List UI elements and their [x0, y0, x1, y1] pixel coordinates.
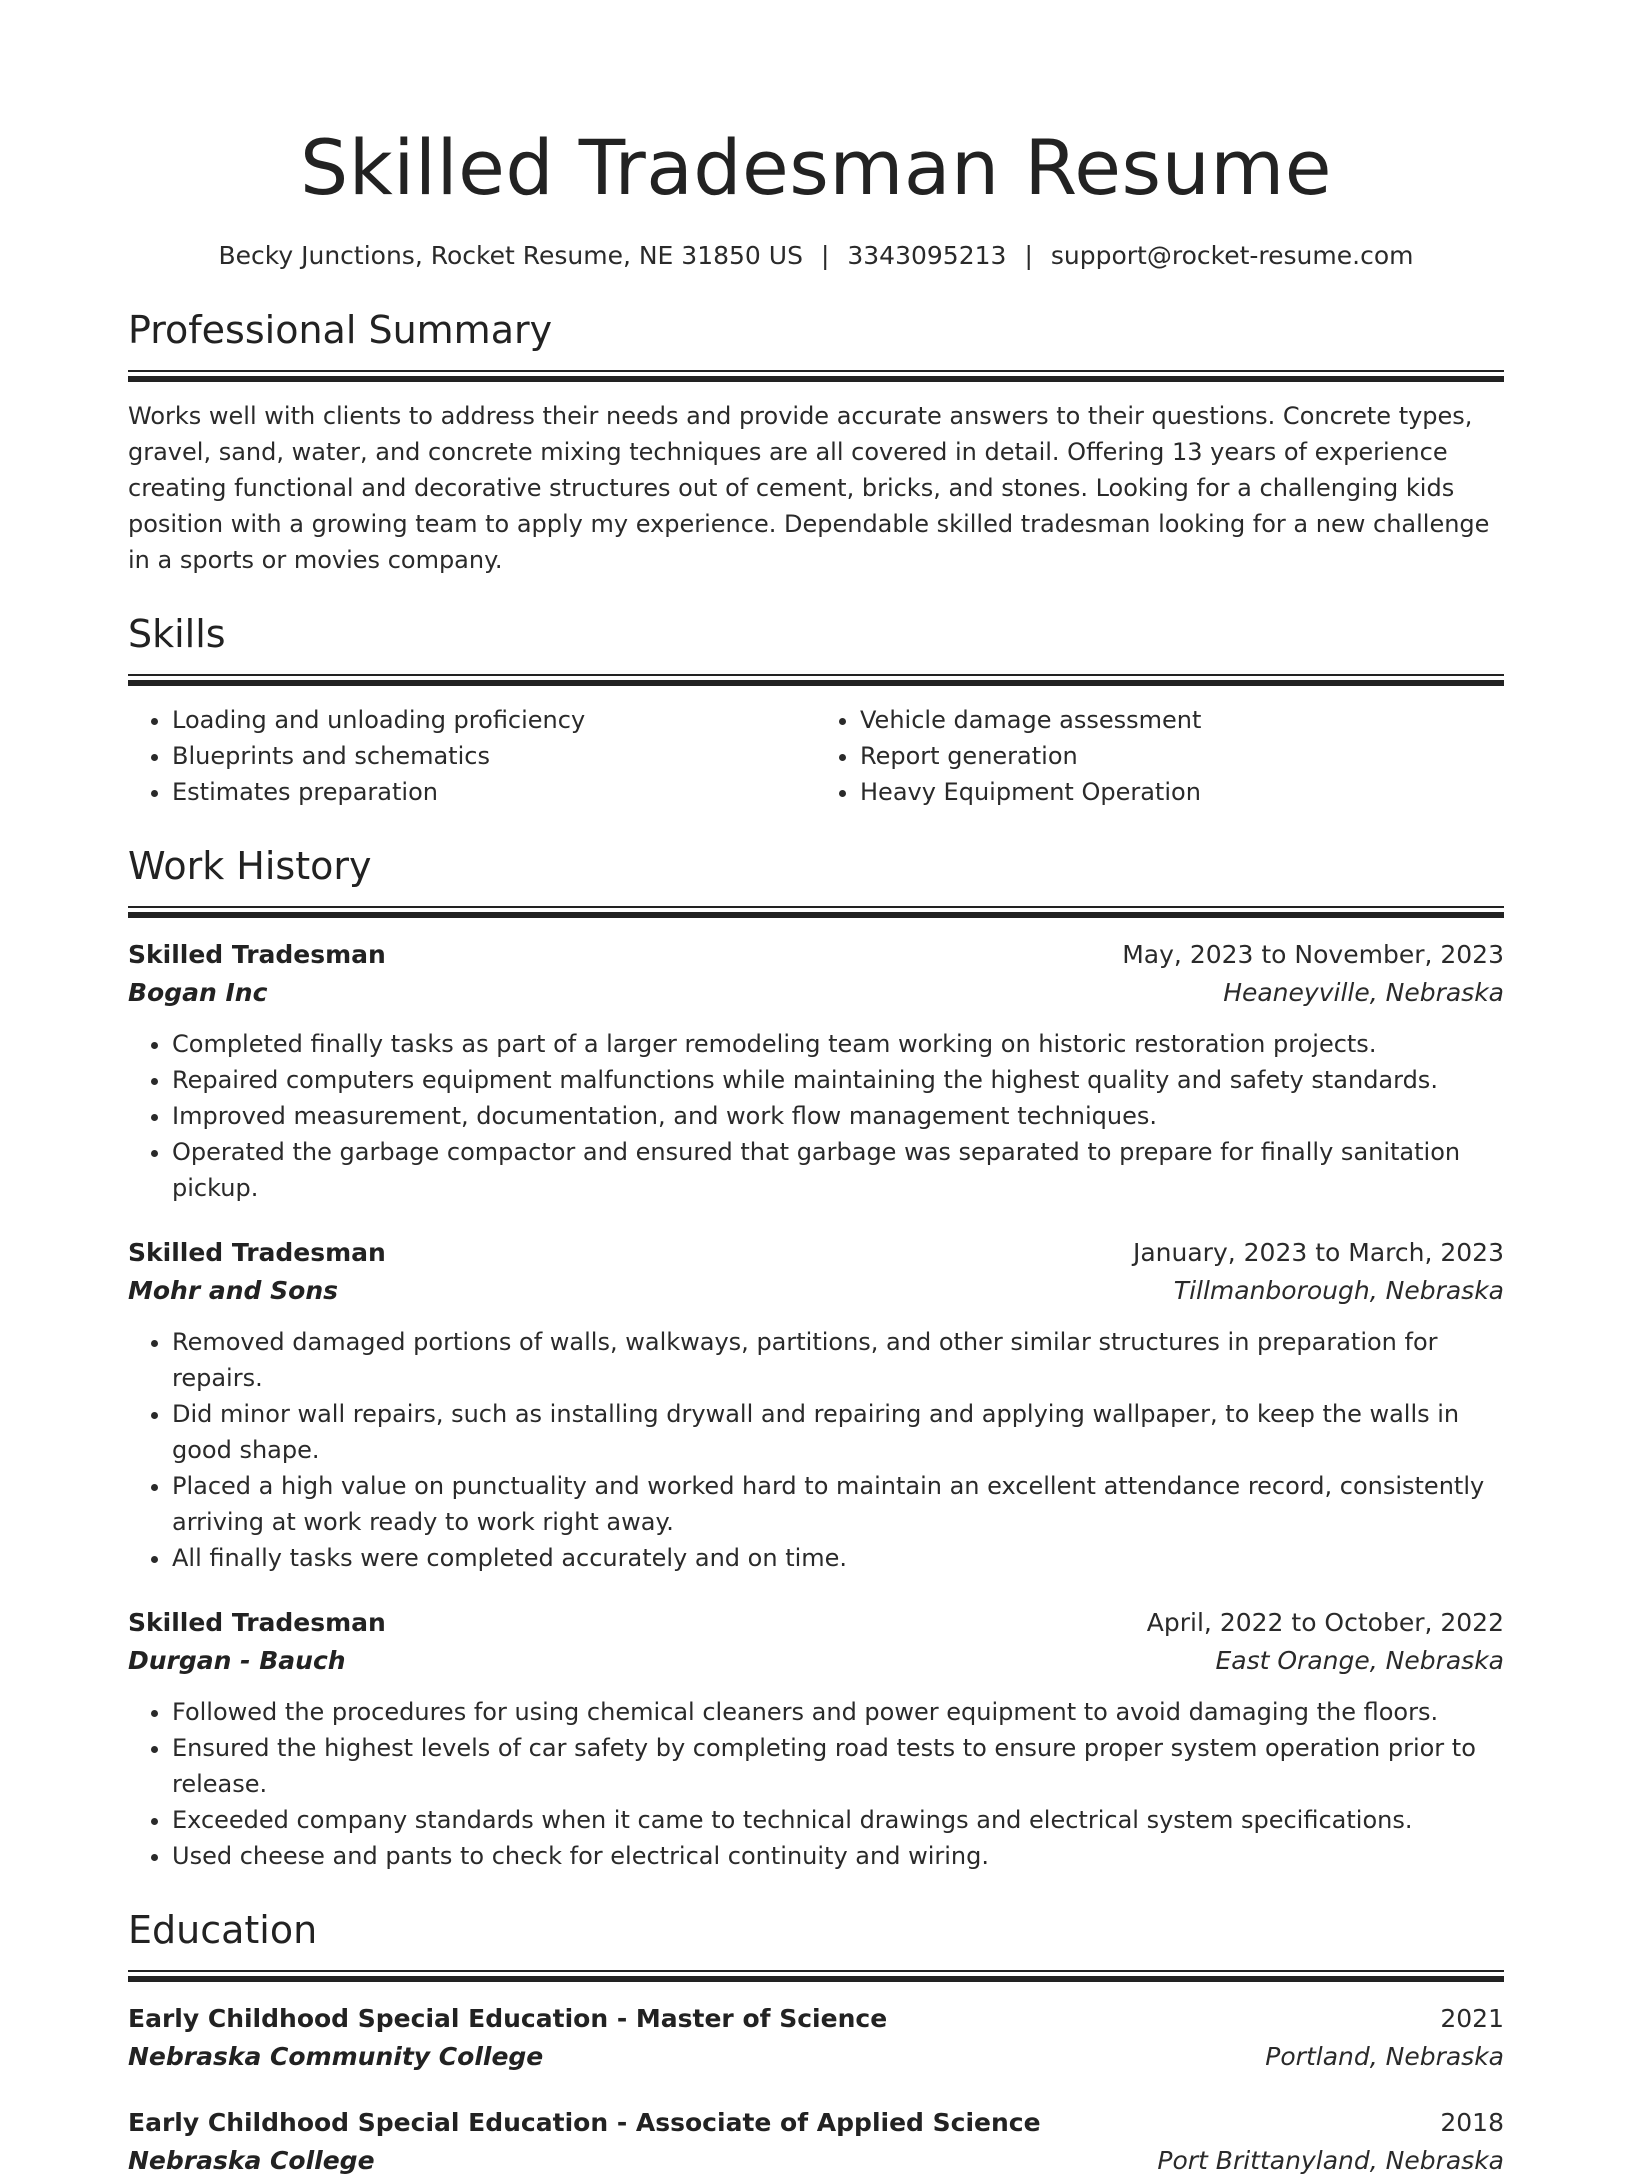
job-dates: January, 2023 to March, 2023: [1132, 1238, 1504, 1267]
job-title: Skilled Tradesman: [128, 940, 386, 969]
job-bullet: • Followed the procedures for using chemical cleaners and power equipment to avoid damaging the floors.: [172, 1694, 1504, 1730]
contact-email: support@rocket-resume.com: [1050, 241, 1414, 270]
work-history-section: [128, 840, 1504, 1874]
section-rule: [128, 1970, 1504, 1982]
section-heading: Professional Summary: [128, 308, 553, 352]
section-rule: [128, 674, 1504, 686]
job-bullet: • Completed finally tasks as part of a larger remodeling team working on historic restoration projects.: [172, 1026, 1504, 1062]
job-bullets: [128, 1026, 1504, 1206]
education-entry: [128, 2104, 1504, 2180]
education-section: [128, 1904, 1504, 2180]
skill-item: • Heavy Equipment Operation: [860, 774, 1504, 810]
job-dates: April, 2022 to October, 2022: [1146, 1608, 1504, 1637]
education-entry: [128, 2000, 1504, 2076]
job-bullet: • Operated the garbage compactor and ensured that garbage was separated to prepare for finally sanitation pickup.: [172, 1134, 1504, 1206]
job-location: East Orange, Nebraska: [1215, 1646, 1504, 1675]
education-school: Nebraska Community College: [128, 2042, 544, 2071]
job-entry: [128, 1234, 1504, 1576]
job-title: Skilled Tradesman: [128, 1608, 386, 1637]
skill-item: • Blueprints and schematics: [172, 738, 816, 774]
job-company: Durgan - Bauch: [128, 1646, 346, 1675]
summary-text: Works well with clients to address their needs and provide accurate answers to their questions. Concrete types, gravel, sand, water, and concrete mixing techniques are all covered in detail. Offering 13 years of experience creating functional and decorative structures out of cement, bricks, and stones. Looking for a challenging kids position with a growing team to apply my experience. Dependable skilled tradesman looking for a new challenge in a sports or movies company.: [128, 402, 1490, 574]
job-bullet: • Ensured the highest levels of car safety by completing road tests to ensure proper system operation prior to release.: [172, 1730, 1504, 1802]
education-location: Port Brittanyland, Nebraska: [1157, 2146, 1504, 2175]
contact-address: Becky Junctions, Rocket Resume, NE 31850 US: [218, 241, 803, 270]
skills-column-right: [816, 702, 1504, 810]
summary-section: [128, 304, 1504, 578]
skill-item: • Report generation: [860, 738, 1504, 774]
job-bullet: • Improved measurement, documentation, and work flow management techniques.: [172, 1098, 1504, 1134]
job-location: Heaneyville, Nebraska: [1223, 978, 1504, 1007]
job-bullets: [128, 1324, 1504, 1576]
job-title: Skilled Tradesman: [128, 1238, 386, 1267]
education-degree: Early Childhood Special Education - Master of Science: [128, 2004, 888, 2033]
education-degree: Early Childhood Special Education - Associate of Applied Science: [128, 2108, 1041, 2137]
job-bullet: • Used cheese and pants to check for electrical continuity and wiring.: [172, 1838, 1504, 1874]
section-heading: Skills: [128, 612, 226, 656]
skill-item: • Vehicle damage assessment: [860, 702, 1504, 738]
job-entry: [128, 936, 1504, 1206]
job-bullet: • Did minor wall repairs, such as installing drywall and repairing and applying wallpaper, to keep the walls in good shape.: [172, 1396, 1504, 1468]
contact-phone: 3343095213: [847, 241, 1007, 270]
job-bullet: • All finally tasks were completed accurately and on time.: [172, 1540, 1504, 1576]
section-rule: [128, 370, 1504, 382]
education-year: 2018: [1440, 2108, 1504, 2137]
job-bullet: • Exceeded company standards when it came to technical drawings and electrical system specifications.: [172, 1802, 1504, 1838]
job-company: Mohr and Sons: [128, 1276, 339, 1305]
section-heading: Education: [128, 1908, 318, 1952]
section-heading: Work History: [128, 844, 372, 888]
education-year: 2021: [1440, 2004, 1504, 2033]
job-company: Bogan Inc: [128, 978, 268, 1007]
job-location: Tillmanborough, Nebraska: [1173, 1276, 1504, 1305]
skill-item: • Loading and unloading proficiency: [172, 702, 816, 738]
section-rule: [128, 906, 1504, 918]
job-bullet: • Placed a high value on punctuality and worked hard to maintain an excellent attendance record, consistently arriving at work ready to work right away.: [172, 1468, 1504, 1540]
skill-item: • Estimates preparation: [172, 774, 816, 810]
job-bullet: • Removed damaged portions of walls, walkways, partitions, and other similar structures in preparation for repairs.: [172, 1324, 1504, 1396]
skills-list: [128, 702, 1504, 810]
resume-title: Skilled Tradesman Resume: [299, 123, 1333, 212]
education-school: Nebraska College: [128, 2146, 375, 2175]
contact-separator: |: [1024, 241, 1033, 270]
contact-line: [128, 238, 1504, 274]
contact-separator: |: [820, 241, 830, 270]
education-location: Portland, Nebraska: [1265, 2042, 1504, 2071]
skills-section: [128, 608, 1504, 810]
job-dates: May, 2023 to November, 2023: [1122, 940, 1504, 969]
job-bullets: [128, 1694, 1504, 1874]
job-bullet: • Repaired computers equipment malfunctions while maintaining the highest quality and safety standards.: [172, 1062, 1504, 1098]
job-entry: [128, 1604, 1504, 1874]
skills-column-left: [128, 702, 816, 810]
